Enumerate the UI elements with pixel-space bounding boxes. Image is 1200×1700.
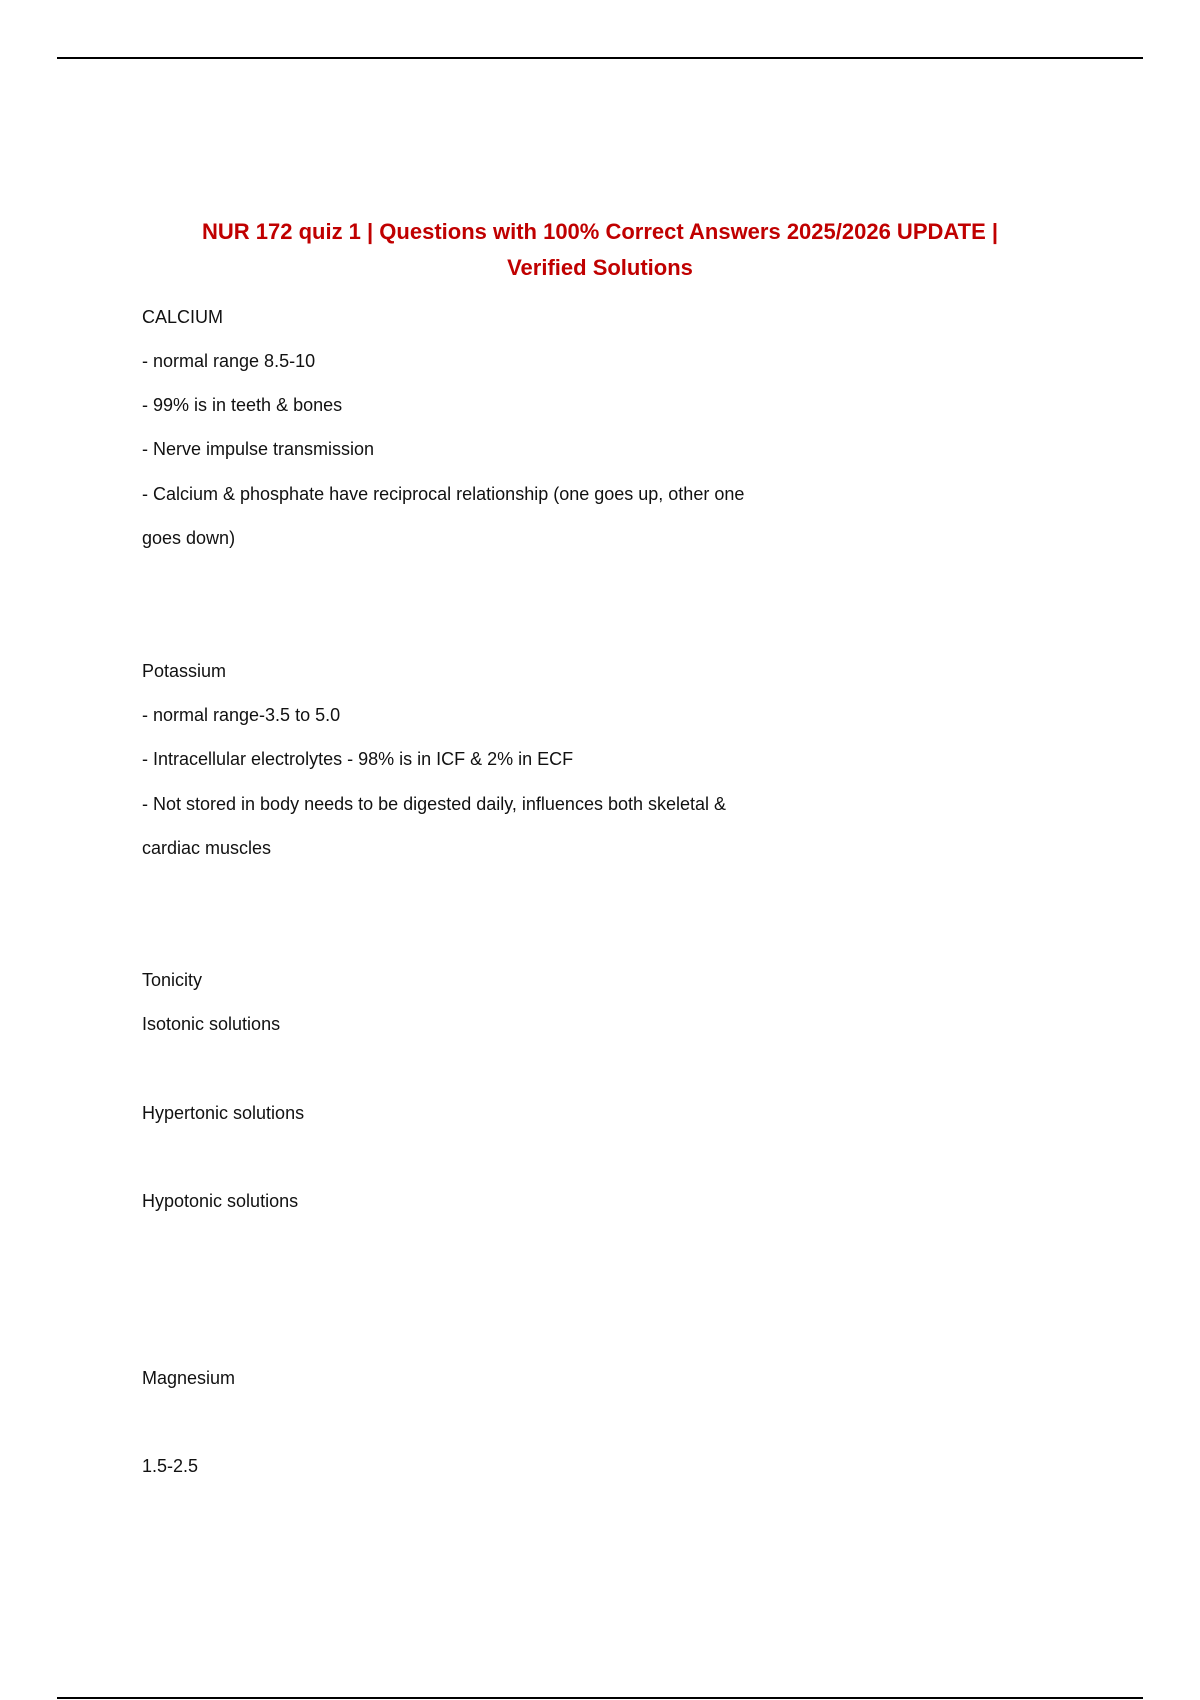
potassium-heading: Potassium <box>142 661 227 681</box>
calcium-item-normal-range: - normal range 8.5-10 <box>142 351 316 371</box>
calcium-heading: CALCIUM <box>142 307 224 327</box>
calcium-item-nerve-impulse: - Nerve impulse transmission <box>142 439 375 459</box>
magnesium-heading: Magnesium <box>142 1368 236 1388</box>
tonicity-heading: Tonicity <box>142 970 203 990</box>
tonicity-item-isotonic: Isotonic solutions <box>142 1014 281 1034</box>
potassium-item-not-stored: - Not stored in body needs to be digested daily, influences both skeletal & <box>142 794 727 814</box>
bottom-rule <box>57 1697 1143 1699</box>
title-line-1: NUR 172 quiz 1 | Questions with 100% Correct Answers 2025/2026 UPDATE | <box>201 219 999 244</box>
potassium-item-not-stored-cont: cardiac muscles <box>142 838 272 858</box>
potassium-item-intracellular: - Intracellular electrolytes - 98% is in ICF & 2% in ECF <box>142 749 574 769</box>
document-title <box>100 214 1100 286</box>
magnesium-range: 1.5-2.5 <box>142 1456 199 1476</box>
calcium-item-reciprocal-cont: goes down) <box>142 528 236 548</box>
top-rule <box>57 57 1143 59</box>
title-line-2: Verified Solutions <box>507 255 693 280</box>
calcium-item-teeth-bones: - 99% is in teeth & bones <box>142 395 343 415</box>
tonicity-item-hypotonic: Hypotonic solutions <box>142 1191 299 1211</box>
tonicity-item-hypertonic: Hypertonic solutions <box>142 1103 305 1123</box>
calcium-item-reciprocal: - Calcium & phosphate have reciprocal relationship (one goes up, other one <box>142 484 745 504</box>
potassium-item-normal-range: - normal range-3.5 to 5.0 <box>142 705 341 725</box>
